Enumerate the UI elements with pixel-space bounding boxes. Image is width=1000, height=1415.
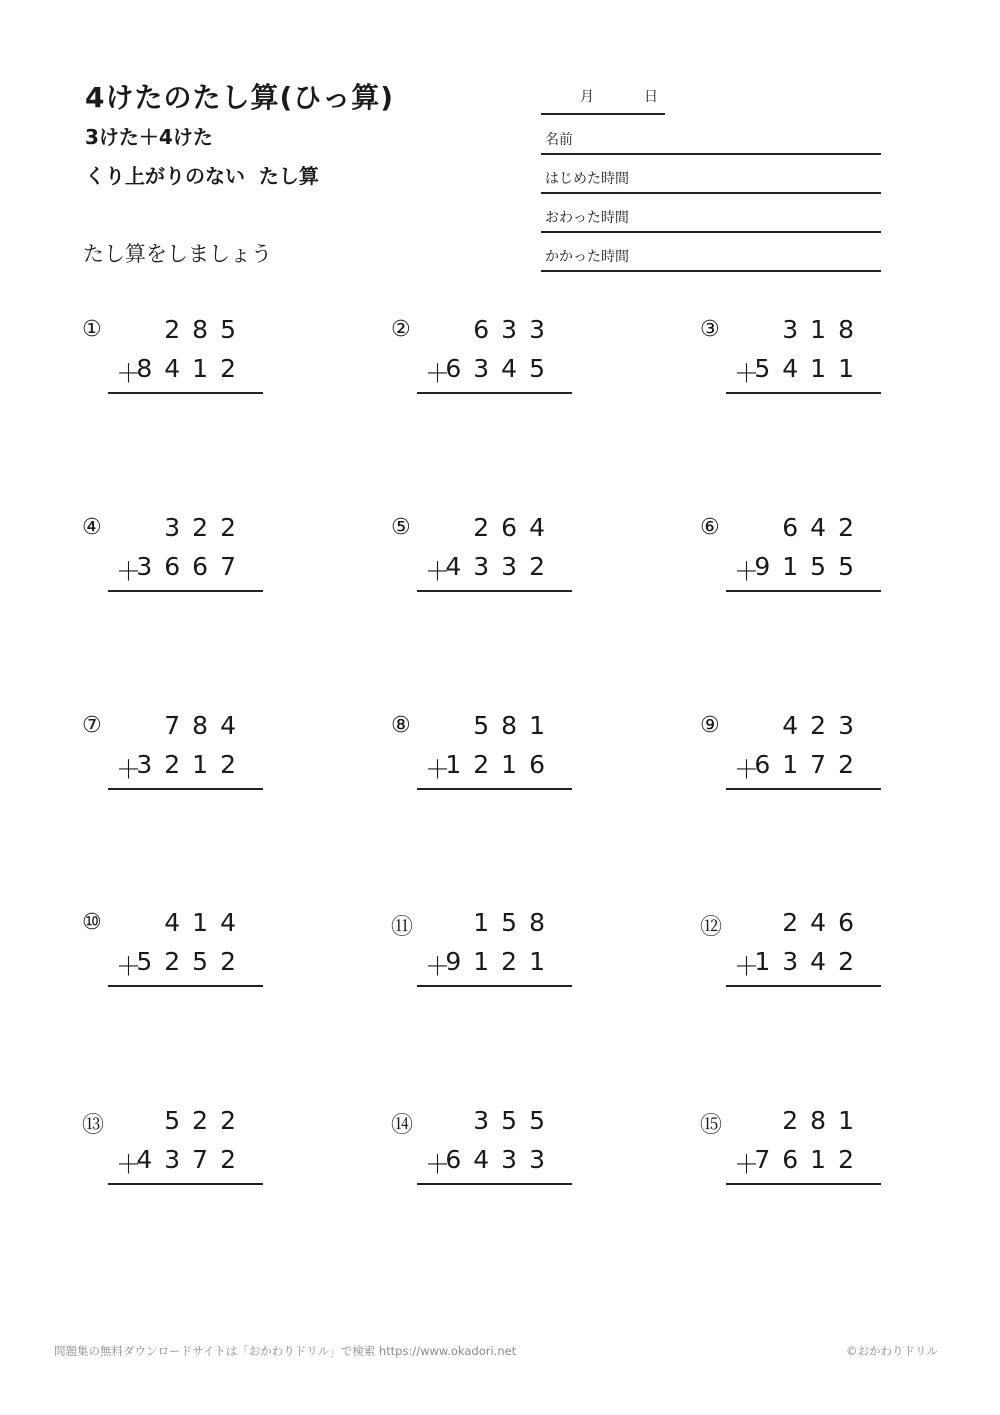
problem-item — [391, 906, 557, 1006]
problem-number: ⑫ — [700, 915, 723, 940]
addend-top: 281 — [782, 1106, 866, 1135]
problem-item — [82, 1104, 248, 1204]
answer-line — [417, 985, 572, 987]
problem-item — [391, 709, 557, 809]
worksheet-title: 4けたのたし算(ひっ算) — [85, 81, 395, 114]
answer-line — [417, 590, 572, 592]
problem-item — [82, 709, 248, 809]
addend-bottom: 6345 — [445, 354, 557, 383]
problem-item — [700, 313, 866, 413]
addend-bottom: 9155 — [754, 552, 866, 581]
plus-sign: ＋ — [116, 359, 142, 388]
plus-sign: ＋ — [116, 952, 142, 981]
date-field[interactable] — [541, 84, 665, 115]
answer-line — [417, 392, 572, 394]
addend-bottom: 4332 — [445, 552, 557, 581]
problem-number: ① — [82, 317, 102, 342]
problem-number: ⑬ — [82, 1113, 105, 1138]
addend-top: 264 — [473, 513, 557, 542]
addend-bottom: 7612 — [754, 1145, 866, 1174]
footer-copyright: ©おかわりドリル — [846, 1344, 938, 1358]
answer-line — [726, 590, 881, 592]
addend-bottom: 4372 — [136, 1145, 248, 1174]
answer-line — [417, 1183, 572, 1185]
problem-number: ⑤ — [391, 515, 411, 540]
answer-line — [108, 985, 263, 987]
addend-top: 355 — [473, 1106, 557, 1135]
problem-item — [700, 511, 866, 611]
problem-number: ④ — [82, 515, 102, 540]
plus-sign: ＋ — [425, 755, 451, 784]
addend-bottom: 3212 — [136, 750, 248, 779]
duration-label: かかった時間 — [545, 249, 629, 265]
problem-item — [700, 906, 866, 1006]
problem-item — [82, 906, 248, 1006]
plus-sign: ＋ — [116, 1150, 142, 1179]
problem-item — [82, 313, 248, 413]
addend-top: 581 — [473, 711, 557, 740]
problem-number: ② — [391, 317, 411, 342]
addend-top: 246 — [782, 908, 866, 937]
end-time-label: おわった時間 — [545, 210, 629, 226]
addend-top: 633 — [473, 315, 557, 344]
addend-bottom: 1216 — [445, 750, 557, 779]
problem-number: ⑮ — [700, 1113, 723, 1138]
problem-number: ⑪ — [391, 915, 414, 940]
plus-sign: ＋ — [734, 1150, 760, 1179]
problem-item — [700, 1104, 866, 1204]
addend-bottom: 6172 — [754, 750, 866, 779]
start-time-field[interactable] — [541, 155, 881, 194]
answer-line — [726, 985, 881, 987]
answer-line — [108, 590, 263, 592]
problem-item — [391, 313, 557, 413]
plus-sign: ＋ — [734, 359, 760, 388]
problem-number: ⑥ — [700, 515, 720, 540]
problem-number: ⑨ — [700, 713, 720, 738]
worksheet-subtitle-2: くり上がりのない たし算 — [85, 164, 319, 188]
plus-sign: ＋ — [116, 755, 142, 784]
plus-sign: ＋ — [734, 952, 760, 981]
plus-sign: ＋ — [425, 952, 451, 981]
addend-top: 784 — [164, 711, 248, 740]
plus-sign: ＋ — [116, 557, 142, 586]
addend-top: 423 — [782, 711, 866, 740]
answer-line — [726, 1183, 881, 1185]
name-label: 名前 — [545, 132, 573, 148]
answer-line — [108, 1183, 263, 1185]
addend-top: 285 — [164, 315, 248, 344]
instruction-text: たし算をしましょう — [83, 242, 272, 266]
addend-top: 158 — [473, 908, 557, 937]
addend-bottom: 9121 — [445, 947, 557, 976]
plus-sign: ＋ — [425, 359, 451, 388]
problem-number: ⑩ — [82, 910, 102, 935]
problem-item — [391, 1104, 557, 1204]
addend-bottom: 5252 — [136, 947, 248, 976]
addend-bottom: 5411 — [754, 354, 866, 383]
start-time-label: はじめた時間 — [545, 171, 629, 187]
problem-number: ③ — [700, 317, 720, 342]
worksheet-subtitle: 3けた＋4けた — [85, 125, 213, 149]
problem-number: ⑧ — [391, 713, 411, 738]
problem-item — [700, 709, 866, 809]
addend-top: 322 — [164, 513, 248, 542]
problem-number: ⑭ — [391, 1113, 414, 1138]
addend-bottom: 6433 — [445, 1145, 557, 1174]
footer-site-text: 問題集の無料ダウンロードサイトは「おかわりドリル」で検索 https://www.okadori.net — [54, 1344, 517, 1358]
month-label: 月 — [580, 89, 594, 105]
plus-sign: ＋ — [734, 557, 760, 586]
answer-line — [108, 788, 263, 790]
name-field[interactable] — [541, 116, 881, 155]
addend-top: 318 — [782, 315, 866, 344]
addend-top: 414 — [164, 908, 248, 937]
addend-top: 642 — [782, 513, 866, 542]
addend-bottom: 3667 — [136, 552, 248, 581]
plus-sign: ＋ — [734, 755, 760, 784]
addend-bottom: 1342 — [754, 947, 866, 976]
day-label: 日 — [644, 89, 658, 105]
duration-field[interactable] — [541, 233, 881, 272]
problem-number: ⑦ — [82, 713, 102, 738]
answer-line — [417, 788, 572, 790]
answer-line — [108, 392, 263, 394]
plus-sign: ＋ — [425, 557, 451, 586]
problem-item — [391, 511, 557, 611]
addend-bottom: 8412 — [136, 354, 248, 383]
problem-item — [82, 511, 248, 611]
answer-line — [726, 392, 881, 394]
answer-line — [726, 788, 881, 790]
end-time-field[interactable] — [541, 194, 881, 233]
addend-top: 522 — [164, 1106, 248, 1135]
plus-sign: ＋ — [425, 1150, 451, 1179]
